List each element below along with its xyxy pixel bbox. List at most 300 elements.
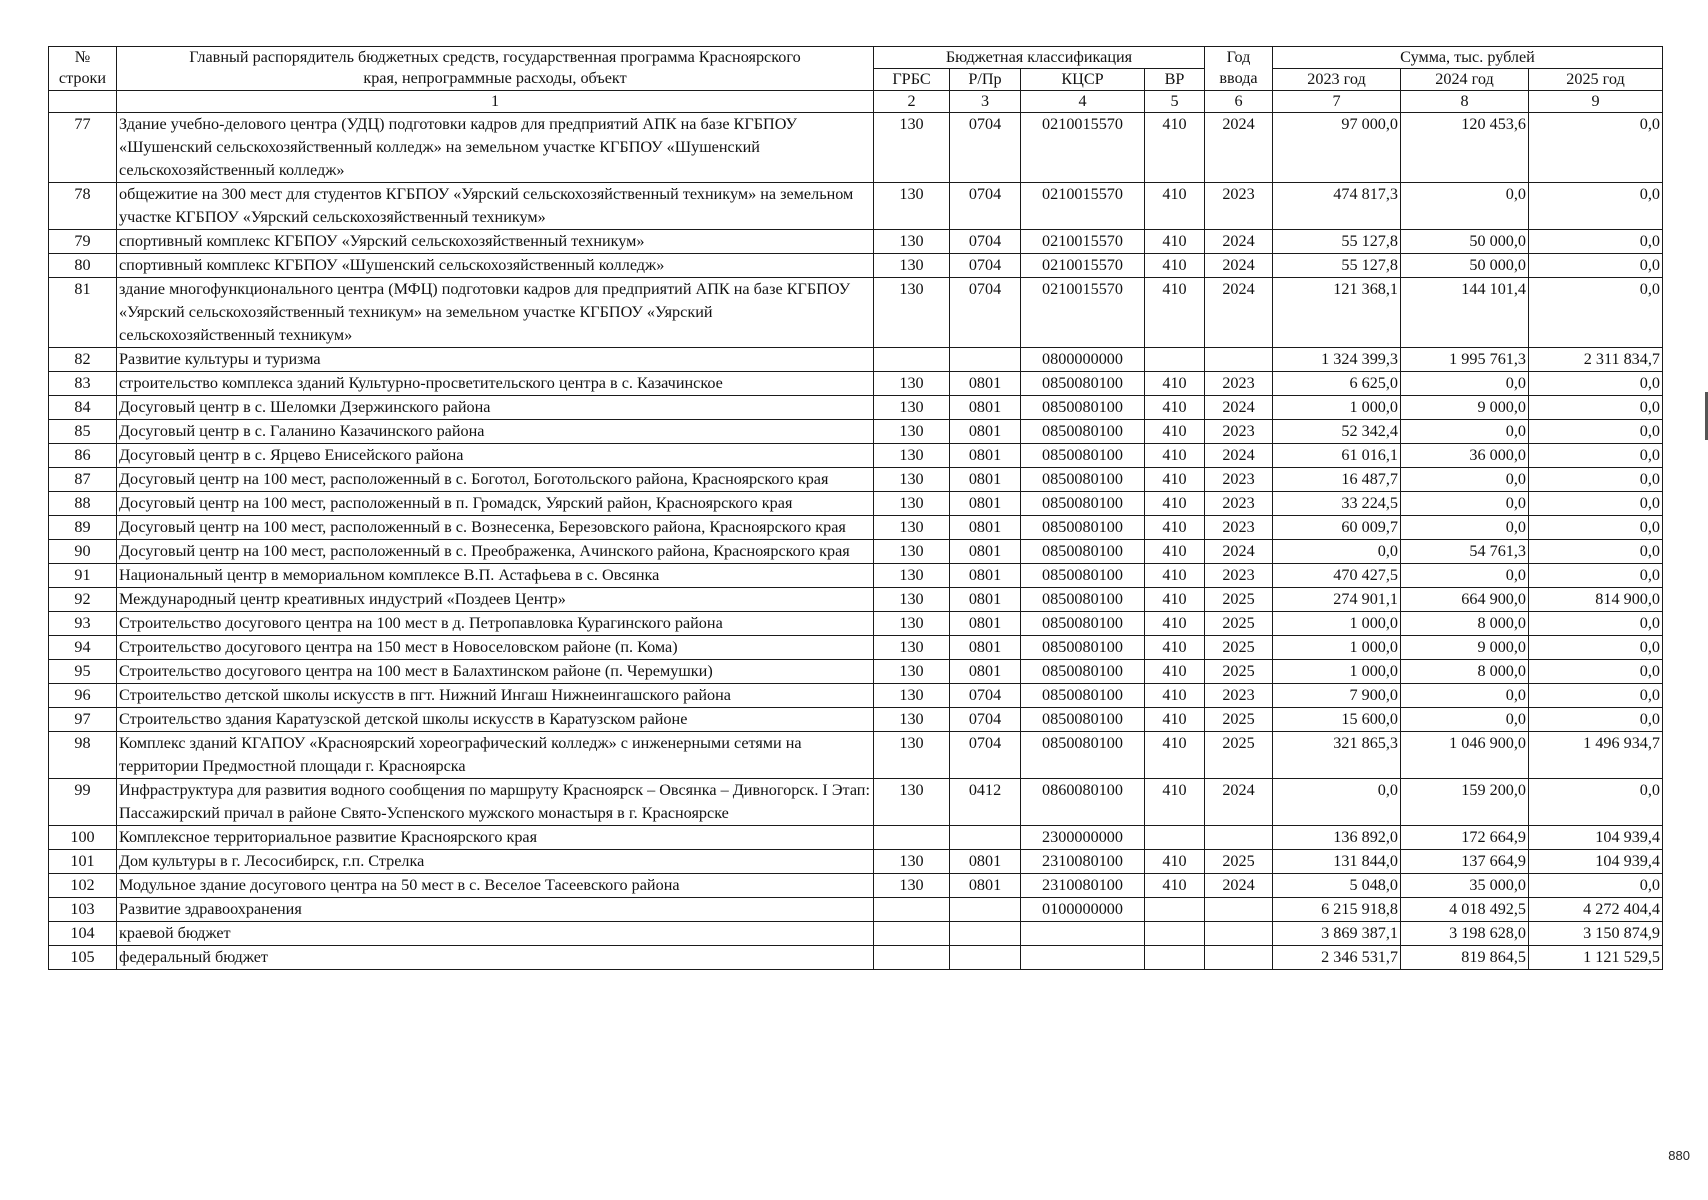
cell-sum-2025: 0,0 — [1529, 874, 1663, 898]
cell-rzpr: 0801 — [950, 372, 1021, 396]
cell-kcsr: 0850080100 — [1021, 684, 1145, 708]
cell-grbs — [874, 348, 950, 372]
cell-sum-2023: 5 048,0 — [1273, 874, 1401, 898]
cell-kcsr: 0210015570 — [1021, 183, 1145, 230]
cell-sum-2025: 0,0 — [1529, 468, 1663, 492]
cell-sum-2024: 144 101,4 — [1401, 278, 1529, 348]
table-row — [49, 946, 1663, 970]
cell-sum-2025: 0,0 — [1529, 254, 1663, 278]
budget-table — [48, 46, 1663, 970]
cell-name: федеральный бюджет — [117, 946, 874, 970]
cell-year: 2024 — [1205, 278, 1273, 348]
table-row — [49, 708, 1663, 732]
cell-row-number: 87 — [49, 468, 117, 492]
page-number: 880 — [1668, 1148, 1690, 1163]
cell-sum-2023: 16 487,7 — [1273, 468, 1401, 492]
cell-vr: 410 — [1145, 588, 1205, 612]
cell-year: 2025 — [1205, 708, 1273, 732]
cell-row-number: 101 — [49, 850, 117, 874]
cell-rzpr: 0801 — [950, 588, 1021, 612]
cell-name: Национальный центр в мемориальном комплексе В.П. Астафьева в с. Овсянка — [117, 564, 874, 588]
cell-year: 2024 — [1205, 540, 1273, 564]
cell-grbs: 130 — [874, 732, 950, 779]
cell-sum-2024: 1 995 761,3 — [1401, 348, 1529, 372]
cell-vr: 410 — [1145, 874, 1205, 898]
col-number-5: 5 — [1145, 91, 1205, 113]
cell-grbs — [874, 898, 950, 922]
cell-kcsr: 2310080100 — [1021, 874, 1145, 898]
table-row — [49, 660, 1663, 684]
cell-kcsr: 0860080100 — [1021, 779, 1145, 826]
cell-sum-2023: 6 625,0 — [1273, 372, 1401, 396]
cell-vr: 410 — [1145, 612, 1205, 636]
cell-year: 2025 — [1205, 732, 1273, 779]
cell-grbs: 130 — [874, 420, 950, 444]
cell-grbs: 130 — [874, 588, 950, 612]
cell-kcsr: 0850080100 — [1021, 468, 1145, 492]
header-row-number — [49, 47, 117, 91]
cell-vr — [1145, 898, 1205, 922]
cell-sum-2023: 274 901,1 — [1273, 588, 1401, 612]
cell-sum-2023: 60 009,7 — [1273, 516, 1401, 540]
cell-row-number: 78 — [49, 183, 117, 230]
cell-year: 2023 — [1205, 684, 1273, 708]
header-2023: 2023 год — [1273, 69, 1401, 91]
cell-rzpr: 0704 — [950, 113, 1021, 183]
cell-grbs — [874, 922, 950, 946]
cell-vr: 410 — [1145, 492, 1205, 516]
header-grbs: ГРБС — [874, 69, 950, 91]
cell-rzpr — [950, 826, 1021, 850]
col-number-3: 3 — [950, 91, 1021, 113]
cell-row-number: 82 — [49, 348, 117, 372]
cell-rzpr: 0801 — [950, 468, 1021, 492]
cell-year: 2023 — [1205, 183, 1273, 230]
cell-rzpr: 0801 — [950, 636, 1021, 660]
cell-name: Строительство детской школы искусств в пгт. Нижний Ингаш Нижнеингашского района — [117, 684, 874, 708]
cell-grbs: 130 — [874, 278, 950, 348]
header-year-line2: ввода — [1219, 69, 1258, 87]
cell-sum-2023: 136 892,0 — [1273, 826, 1401, 850]
table-row — [49, 564, 1663, 588]
cell-sum-2025: 104 939,4 — [1529, 826, 1663, 850]
cell-sum-2024: 0,0 — [1401, 708, 1529, 732]
cell-kcsr: 0850080100 — [1021, 588, 1145, 612]
cell-sum-2023: 55 127,8 — [1273, 230, 1401, 254]
cell-vr — [1145, 348, 1205, 372]
cell-sum-2024: 8 000,0 — [1401, 612, 1529, 636]
cell-rzpr — [950, 946, 1021, 970]
cell-kcsr: 0850080100 — [1021, 516, 1145, 540]
cell-name: Досуговый центр в с. Шеломки Дзержинского района — [117, 396, 874, 420]
cell-sum-2023: 474 817,3 — [1273, 183, 1401, 230]
cell-sum-2025: 0,0 — [1529, 492, 1663, 516]
cell-kcsr: 0850080100 — [1021, 540, 1145, 564]
col-number-1-left — [49, 91, 117, 113]
cell-kcsr — [1021, 946, 1145, 970]
cell-sum-2025: 0,0 — [1529, 516, 1663, 540]
cell-sum-2024: 0,0 — [1401, 516, 1529, 540]
cell-name: Досуговый центр в с. Галанино Казачинского района — [117, 420, 874, 444]
cell-grbs: 130 — [874, 183, 950, 230]
cell-name: краевой бюджет — [117, 922, 874, 946]
cell-year: 2023 — [1205, 372, 1273, 396]
cell-sum-2023: 131 844,0 — [1273, 850, 1401, 874]
cell-name: Дом культуры в г. Лесосибирск, г.п. Стрелка — [117, 850, 874, 874]
cell-sum-2023: 1 000,0 — [1273, 396, 1401, 420]
cell-rzpr: 0801 — [950, 850, 1021, 874]
cell-sum-2024: 9 000,0 — [1401, 636, 1529, 660]
cell-year: 2025 — [1205, 660, 1273, 684]
cell-sum-2024: 3 198 628,0 — [1401, 922, 1529, 946]
table-row — [49, 779, 1663, 826]
cell-year: 2023 — [1205, 492, 1273, 516]
cell-sum-2025: 0,0 — [1529, 372, 1663, 396]
cell-row-number: 81 — [49, 278, 117, 348]
table-row — [49, 372, 1663, 396]
cell-grbs: 130 — [874, 396, 950, 420]
cell-vr: 410 — [1145, 708, 1205, 732]
cell-rzpr: 0704 — [950, 230, 1021, 254]
cell-sum-2024: 0,0 — [1401, 372, 1529, 396]
cell-sum-2024: 172 664,9 — [1401, 826, 1529, 850]
cell-year: 2025 — [1205, 636, 1273, 660]
cell-rzpr: 0412 — [950, 779, 1021, 826]
cell-kcsr: 2300000000 — [1021, 826, 1145, 850]
table-row — [49, 444, 1663, 468]
cell-kcsr: 0850080100 — [1021, 492, 1145, 516]
cell-year — [1205, 348, 1273, 372]
cell-grbs — [874, 946, 950, 970]
cell-kcsr: 0850080100 — [1021, 612, 1145, 636]
cell-name: спортивный комплекс КГБПОУ «Шушенский сельскохозяйственный колледж» — [117, 254, 874, 278]
cell-sum-2023: 3 869 387,1 — [1273, 922, 1401, 946]
cell-row-number: 102 — [49, 874, 117, 898]
cell-rzpr: 0801 — [950, 492, 1021, 516]
cell-sum-2023: 15 600,0 — [1273, 708, 1401, 732]
cell-grbs: 130 — [874, 850, 950, 874]
table-row — [49, 588, 1663, 612]
cell-row-number: 88 — [49, 492, 117, 516]
cell-sum-2024: 36 000,0 — [1401, 444, 1529, 468]
cell-vr — [1145, 946, 1205, 970]
cell-row-number: 94 — [49, 636, 117, 660]
cell-kcsr: 0850080100 — [1021, 636, 1145, 660]
cell-name: спортивный комплекс КГБПОУ «Уярский сельскохозяйственный техникум» — [117, 230, 874, 254]
cell-sum-2025: 0,0 — [1529, 278, 1663, 348]
cell-kcsr: 0850080100 — [1021, 708, 1145, 732]
cell-year: 2024 — [1205, 254, 1273, 278]
cell-sum-2024: 0,0 — [1401, 564, 1529, 588]
cell-name: Развитие здравоохранения — [117, 898, 874, 922]
cell-rzpr — [950, 922, 1021, 946]
cell-rzpr: 0704 — [950, 684, 1021, 708]
cell-vr: 410 — [1145, 183, 1205, 230]
cell-sum-2024: 1 046 900,0 — [1401, 732, 1529, 779]
table-row — [49, 396, 1663, 420]
cell-vr: 410 — [1145, 420, 1205, 444]
cell-sum-2025: 2 311 834,7 — [1529, 348, 1663, 372]
cell-kcsr: 0850080100 — [1021, 444, 1145, 468]
cell-grbs: 130 — [874, 372, 950, 396]
header-name-line1: Главный распорядитель бюджетных средств, государственная программа Красноярского — [189, 48, 801, 66]
cell-kcsr: 0210015570 — [1021, 278, 1145, 348]
cell-name: строительство комплекса зданий Культурно-просветительского центра в с. Казачинское — [117, 372, 874, 396]
cell-sum-2024: 50 000,0 — [1401, 230, 1529, 254]
cell-sum-2025: 0,0 — [1529, 708, 1663, 732]
col-number-7: 7 — [1273, 91, 1401, 113]
cell-vr: 410 — [1145, 444, 1205, 468]
cell-year — [1205, 898, 1273, 922]
cell-row-number: 84 — [49, 396, 117, 420]
header-name — [117, 47, 874, 91]
cell-sum-2025: 0,0 — [1529, 564, 1663, 588]
cell-kcsr: 0850080100 — [1021, 420, 1145, 444]
header-vr: ВР — [1145, 69, 1205, 91]
cell-rzpr: 0801 — [950, 874, 1021, 898]
table-row — [49, 922, 1663, 946]
cell-grbs: 130 — [874, 874, 950, 898]
cell-sum-2024: 0,0 — [1401, 183, 1529, 230]
header-budget-classification: Бюджетная классификация — [874, 47, 1205, 69]
cell-vr: 410 — [1145, 254, 1205, 278]
cell-rzpr: 0801 — [950, 444, 1021, 468]
table-row — [49, 230, 1663, 254]
cell-sum-2023: 1 000,0 — [1273, 612, 1401, 636]
cell-grbs: 130 — [874, 636, 950, 660]
cell-name: Здание учебно-делового центра (УДЦ) подготовки кадров для предприятий АПК на базе КГБПОУ «Шушенский сельскохозяйственный колледж» на земельном участке КГБПОУ «Шушенский сельскохозяйственный колледж» — [117, 113, 874, 183]
cell-rzpr: 0801 — [950, 660, 1021, 684]
table-row — [49, 254, 1663, 278]
cell-name: общежитие на 300 мест для студентов КГБПОУ «Уярский сельскохозяйственный техникум» на земельном участке КГБПОУ «Уярский сельскохозяйственный техникум» — [117, 183, 874, 230]
cell-row-number: 86 — [49, 444, 117, 468]
cell-grbs: 130 — [874, 779, 950, 826]
cell-row-number: 89 — [49, 516, 117, 540]
cell-year: 2024 — [1205, 444, 1273, 468]
cell-rzpr: 0704 — [950, 254, 1021, 278]
cell-row-number: 98 — [49, 732, 117, 779]
cell-grbs: 130 — [874, 254, 950, 278]
cell-sum-2024: 137 664,9 — [1401, 850, 1529, 874]
cell-sum-2023: 1 000,0 — [1273, 636, 1401, 660]
cell-vr: 410 — [1145, 684, 1205, 708]
table-row — [49, 540, 1663, 564]
table-row — [49, 612, 1663, 636]
cell-sum-2024: 0,0 — [1401, 492, 1529, 516]
cell-year: 2025 — [1205, 612, 1273, 636]
cell-grbs: 130 — [874, 492, 950, 516]
cell-row-number: 83 — [49, 372, 117, 396]
cell-row-number: 105 — [49, 946, 117, 970]
cell-sum-2025: 814 900,0 — [1529, 588, 1663, 612]
header-year-line1: Год — [1226, 48, 1251, 66]
table-row — [49, 850, 1663, 874]
table-row — [49, 348, 1663, 372]
cell-kcsr: 0210015570 — [1021, 230, 1145, 254]
table-row — [49, 492, 1663, 516]
header-no-line2: строки — [58, 69, 107, 87]
cell-kcsr: 0100000000 — [1021, 898, 1145, 922]
cell-kcsr: 0850080100 — [1021, 372, 1145, 396]
header-2024: 2024 год — [1401, 69, 1529, 91]
cell-kcsr: 0850080100 — [1021, 660, 1145, 684]
header-kcsr: КЦСР — [1021, 69, 1145, 91]
cell-sum-2023: 0,0 — [1273, 540, 1401, 564]
cell-sum-2025: 0,0 — [1529, 183, 1663, 230]
col-number-4: 4 — [1021, 91, 1145, 113]
table-row — [49, 874, 1663, 898]
cell-row-number: 103 — [49, 898, 117, 922]
cell-grbs: 130 — [874, 660, 950, 684]
header-sum: Сумма, тыс. рублей — [1273, 47, 1663, 69]
cell-name: Строительство досугового центра на 150 мест в Новоселовском районе (п. Кома) — [117, 636, 874, 660]
header-2025: 2025 год — [1529, 69, 1663, 91]
cell-vr: 410 — [1145, 230, 1205, 254]
cell-rzpr: 0801 — [950, 396, 1021, 420]
cell-sum-2023: 33 224,5 — [1273, 492, 1401, 516]
cell-sum-2023: 1 000,0 — [1273, 660, 1401, 684]
cell-vr: 410 — [1145, 636, 1205, 660]
cell-year: 2025 — [1205, 850, 1273, 874]
cell-year: 2024 — [1205, 396, 1273, 420]
table-row — [49, 516, 1663, 540]
cell-kcsr: 0210015570 — [1021, 254, 1145, 278]
cell-kcsr: 0850080100 — [1021, 732, 1145, 779]
cell-year — [1205, 946, 1273, 970]
cell-vr: 410 — [1145, 516, 1205, 540]
cell-year — [1205, 826, 1273, 850]
cell-kcsr: 0800000000 — [1021, 348, 1145, 372]
cell-name: Досуговый центр в с. Ярцево Енисейского района — [117, 444, 874, 468]
cell-row-number: 80 — [49, 254, 117, 278]
cell-sum-2025: 0,0 — [1529, 636, 1663, 660]
cell-vr — [1145, 922, 1205, 946]
table-row — [49, 898, 1663, 922]
cell-sum-2025: 0,0 — [1529, 612, 1663, 636]
cell-sum-2025: 0,0 — [1529, 684, 1663, 708]
cell-row-number: 90 — [49, 540, 117, 564]
cell-grbs: 130 — [874, 540, 950, 564]
col-number-8: 8 — [1401, 91, 1529, 113]
cell-sum-2024: 35 000,0 — [1401, 874, 1529, 898]
cell-row-number: 85 — [49, 420, 117, 444]
cell-kcsr: 0850080100 — [1021, 396, 1145, 420]
cell-rzpr: 0801 — [950, 612, 1021, 636]
cell-rzpr: 0704 — [950, 183, 1021, 230]
cell-sum-2023: 1 324 399,3 — [1273, 348, 1401, 372]
cell-sum-2024: 8 000,0 — [1401, 660, 1529, 684]
cell-sum-2024: 159 200,0 — [1401, 779, 1529, 826]
cell-sum-2024: 120 453,6 — [1401, 113, 1529, 183]
cell-row-number: 100 — [49, 826, 117, 850]
cell-vr — [1145, 826, 1205, 850]
cell-row-number: 97 — [49, 708, 117, 732]
cell-vr: 410 — [1145, 372, 1205, 396]
cell-sum-2025: 0,0 — [1529, 660, 1663, 684]
col-number-2: 2 — [874, 91, 950, 113]
cell-name: здание многофункционального центра (МФЦ) подготовки кадров для предприятий АПК на базе КГБПОУ «Уярский сельскохозяйственный техникум» на земельном участке КГБПОУ «Уярский сельскохозяйственный техникум» — [117, 278, 874, 348]
cell-rzpr — [950, 348, 1021, 372]
cell-year: 2024 — [1205, 113, 1273, 183]
cell-year: 2024 — [1205, 230, 1273, 254]
cell-sum-2023: 2 346 531,7 — [1273, 946, 1401, 970]
cell-kcsr — [1021, 922, 1145, 946]
header-rzpr: Р/Пр — [950, 69, 1021, 91]
cell-vr: 410 — [1145, 278, 1205, 348]
cell-kcsr: 2310080100 — [1021, 850, 1145, 874]
cell-vr: 410 — [1145, 564, 1205, 588]
cell-row-number: 96 — [49, 684, 117, 708]
cell-rzpr: 0801 — [950, 420, 1021, 444]
header-name-line2: края, непрограммные расходы, объект — [363, 69, 627, 87]
table-row — [49, 826, 1663, 850]
table-row — [49, 684, 1663, 708]
cell-vr: 410 — [1145, 732, 1205, 779]
cell-rzpr: 0704 — [950, 708, 1021, 732]
cell-name: Досуговый центр на 100 мест, расположенный в с. Боготол, Боготольского района, Красноярского края — [117, 468, 874, 492]
cell-row-number: 93 — [49, 612, 117, 636]
cell-sum-2025: 0,0 — [1529, 444, 1663, 468]
cell-name: Строительство досугового центра на 100 мест в Балахтинском районе (п. Черемушки) — [117, 660, 874, 684]
cell-grbs: 130 — [874, 516, 950, 540]
cell-sum-2024: 9 000,0 — [1401, 396, 1529, 420]
cell-sum-2023: 55 127,8 — [1273, 254, 1401, 278]
table-row — [49, 113, 1663, 183]
cell-grbs: 130 — [874, 612, 950, 636]
cell-rzpr: 0801 — [950, 564, 1021, 588]
cell-grbs: 130 — [874, 684, 950, 708]
cell-sum-2025: 3 150 874,9 — [1529, 922, 1663, 946]
cell-grbs: 130 — [874, 468, 950, 492]
cell-rzpr: 0801 — [950, 540, 1021, 564]
cell-name: Строительство досугового центра на 100 мест в д. Петропавловка Курагинского района — [117, 612, 874, 636]
cell-sum-2025: 1 121 529,5 — [1529, 946, 1663, 970]
cell-vr: 410 — [1145, 850, 1205, 874]
cell-name: Комплекс зданий КГАПОУ «Красноярский хореографический колледж» с инженерными сетями на территории Предмостной площади г. Красноярска — [117, 732, 874, 779]
cell-sum-2023: 7 900,0 — [1273, 684, 1401, 708]
cell-vr: 410 — [1145, 540, 1205, 564]
cell-year: 2023 — [1205, 516, 1273, 540]
cell-sum-2024: 0,0 — [1401, 684, 1529, 708]
cell-sum-2023: 6 215 918,8 — [1273, 898, 1401, 922]
table-row — [49, 468, 1663, 492]
cell-grbs: 130 — [874, 113, 950, 183]
cell-sum-2023: 470 427,5 — [1273, 564, 1401, 588]
cell-grbs — [874, 826, 950, 850]
cell-row-number: 104 — [49, 922, 117, 946]
cell-grbs: 130 — [874, 564, 950, 588]
cell-name: Досуговый центр на 100 мест, расположенный в с. Преображенка, Ачинского района, Красноярского края — [117, 540, 874, 564]
cell-vr: 410 — [1145, 660, 1205, 684]
cell-kcsr: 0210015570 — [1021, 113, 1145, 183]
table-row — [49, 183, 1663, 230]
cell-year: 2023 — [1205, 564, 1273, 588]
cell-rzpr — [950, 898, 1021, 922]
cell-sum-2025: 0,0 — [1529, 396, 1663, 420]
cell-name: Досуговый центр на 100 мест, расположенный в п. Громадск, Уярский район, Красноярского края — [117, 492, 874, 516]
cell-name: Строительство здания Каратузской детской школы искусств в Каратузском районе — [117, 708, 874, 732]
cell-sum-2023: 0,0 — [1273, 779, 1401, 826]
cell-name: Модульное здание досугового центра на 50 мест в с. Веселое Тасеевского района — [117, 874, 874, 898]
column-number-row — [49, 91, 1663, 113]
table-body — [49, 113, 1663, 970]
cell-sum-2023: 52 342,4 — [1273, 420, 1401, 444]
cell-sum-2024: 4 018 492,5 — [1401, 898, 1529, 922]
cell-sum-2024: 664 900,0 — [1401, 588, 1529, 612]
col-number-9: 9 — [1529, 91, 1663, 113]
table-row — [49, 636, 1663, 660]
cell-year: 2024 — [1205, 779, 1273, 826]
